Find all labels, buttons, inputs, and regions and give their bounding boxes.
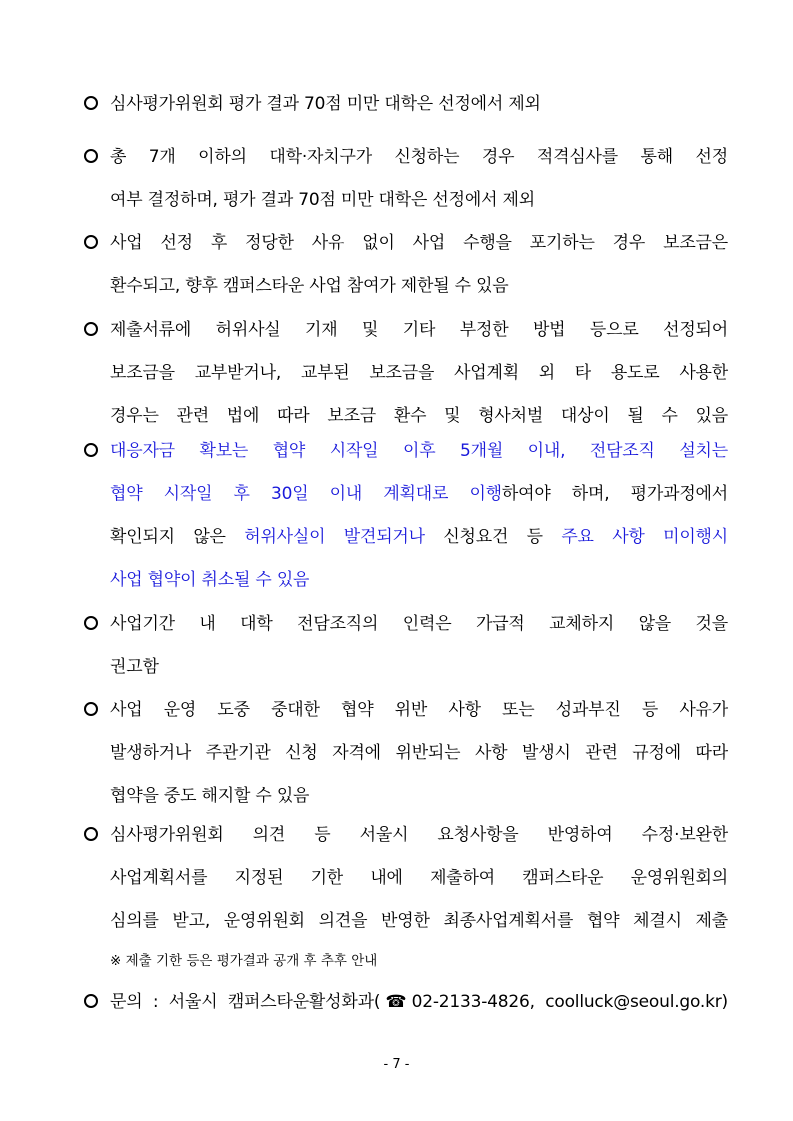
text-line: [110, 399, 728, 433]
text-segment: 신청요건 등: [424, 527, 562, 547]
text-line: [110, 693, 728, 727]
text-segment: 협약을 중도 해지할 수 있음: [110, 786, 310, 806]
text-line: [110, 356, 728, 390]
text-line: [110, 563, 366, 597]
text-segment: 사업기간 내 대학 전담조직의 인력은 가급적 교체하지 않을 것을: [110, 614, 728, 634]
bullet-item: [84, 140, 729, 226]
text-segment: 하여야 하며, 평가과정에서: [501, 484, 728, 504]
bullet-item: [84, 226, 729, 312]
text-line: [110, 226, 728, 260]
text-line: [110, 818, 728, 852]
text-line: [110, 477, 728, 511]
text-line: [110, 736, 728, 770]
text-segment: 권고함: [110, 657, 159, 677]
circle-bullet-icon: [84, 87, 106, 121]
circle-bullet-icon: [84, 140, 106, 174]
bullet-item: [84, 434, 729, 606]
text-segment: 여부 결정하며, 평가 결과 70점 미만 대학은 선정에서 제외: [110, 190, 535, 210]
circle-bullet-icon: [84, 693, 106, 727]
highlighted-text: 허위사실이 발견되거나: [244, 527, 425, 547]
footnote: ※ 제출 기한 등은 평가결과 공개 후 추후 안내: [110, 953, 378, 969]
highlighted-text: 대응자금 확보는 협약 시작일 이후 5개월 이내, 전담조직 설치는: [110, 441, 728, 461]
bullet-item: [84, 607, 729, 693]
text-segment: 심사평가위원회 의견 등 서울시 요청사항을 반영하여 수정·보완한: [110, 825, 728, 845]
highlighted-text: 협약 시작일 후 30일 이내 계획대로 이행: [110, 484, 502, 504]
text-line: [110, 87, 688, 121]
text-line: [110, 313, 728, 347]
bullet-item: [84, 985, 729, 1028]
text-segment: 확인되지 않은: [110, 527, 245, 547]
text-line: [110, 183, 656, 217]
text-segment: 보조금을 교부받거나, 교부된 보조금을 사업계획 외 타 용도로 사용한: [110, 363, 728, 383]
text-line: [110, 861, 728, 895]
text-line: [110, 985, 728, 1019]
text-segment: 경우는 관련 법에 따라 보조금 환수 및 형사처벌 대상이 될 수 있음: [110, 406, 728, 426]
text-segment: 제출서류에 허위사실 기재 및 기타 부정한 방법 등으로 선정되어: [110, 320, 728, 340]
bullet-item: [84, 693, 729, 822]
circle-bullet-icon: [84, 434, 106, 468]
text-line: [110, 140, 728, 174]
text-line: [110, 269, 624, 303]
text-segment: 심의를 받고, 운영위원회 의견을 반영한 최종사업계획서를 협약 체결시 제출: [110, 911, 728, 931]
highlighted-text: 사업 협약이 취소될 수 있음: [110, 570, 310, 590]
text-line: [110, 779, 380, 813]
bullet-item: [84, 818, 729, 947]
bullet-item: [84, 87, 729, 130]
highlighted-text: 주요 사항 미이행시: [561, 527, 728, 547]
text-line: [110, 607, 728, 641]
text-segment: 총 7개 이하의 대학·자치구가 신청하는 경우 적격심사를 통해 선정: [110, 147, 728, 167]
text-line: [110, 520, 728, 554]
text-segment: 사업 선정 후 정당한 사유 없이 사업 수행을 포기하는 경우 보조금은: [110, 233, 728, 253]
text-line: [110, 904, 728, 938]
circle-bullet-icon: [84, 313, 106, 347]
text-segment: 발생하거나 주관기관 신청 자격에 위반되는 사항 발생시 관련 규정에 따라: [110, 743, 728, 763]
circle-bullet-icon: [84, 985, 106, 1019]
circle-bullet-icon: [84, 226, 106, 260]
page-number: - 7 -: [383, 1057, 410, 1072]
text-segment: 환수되고, 향후 캠퍼스타운 사업 참여가 제한될 수 있음: [110, 276, 509, 296]
text-segment: 심사평가위원회 평가 결과 70점 미만 대학은 선정에서 제외: [110, 94, 541, 114]
circle-bullet-icon: [84, 818, 106, 852]
text-line: [110, 434, 728, 468]
text-segment: 문의 : 서울시 캠퍼스타운활성화과(☎02-2133-4826, coolluck@seoul.go.kr): [110, 992, 728, 1012]
text-segment: 사업 운영 도중 중대한 협약 위반 사항 또는 성과부진 등 사유가: [110, 700, 728, 720]
bullet-item: [84, 313, 729, 442]
text-segment: 사업계획서를 지정된 기한 내에 제출하여 캠퍼스타운 운영위원회의: [110, 868, 728, 888]
text-line: [110, 650, 270, 684]
circle-bullet-icon: [84, 607, 106, 641]
